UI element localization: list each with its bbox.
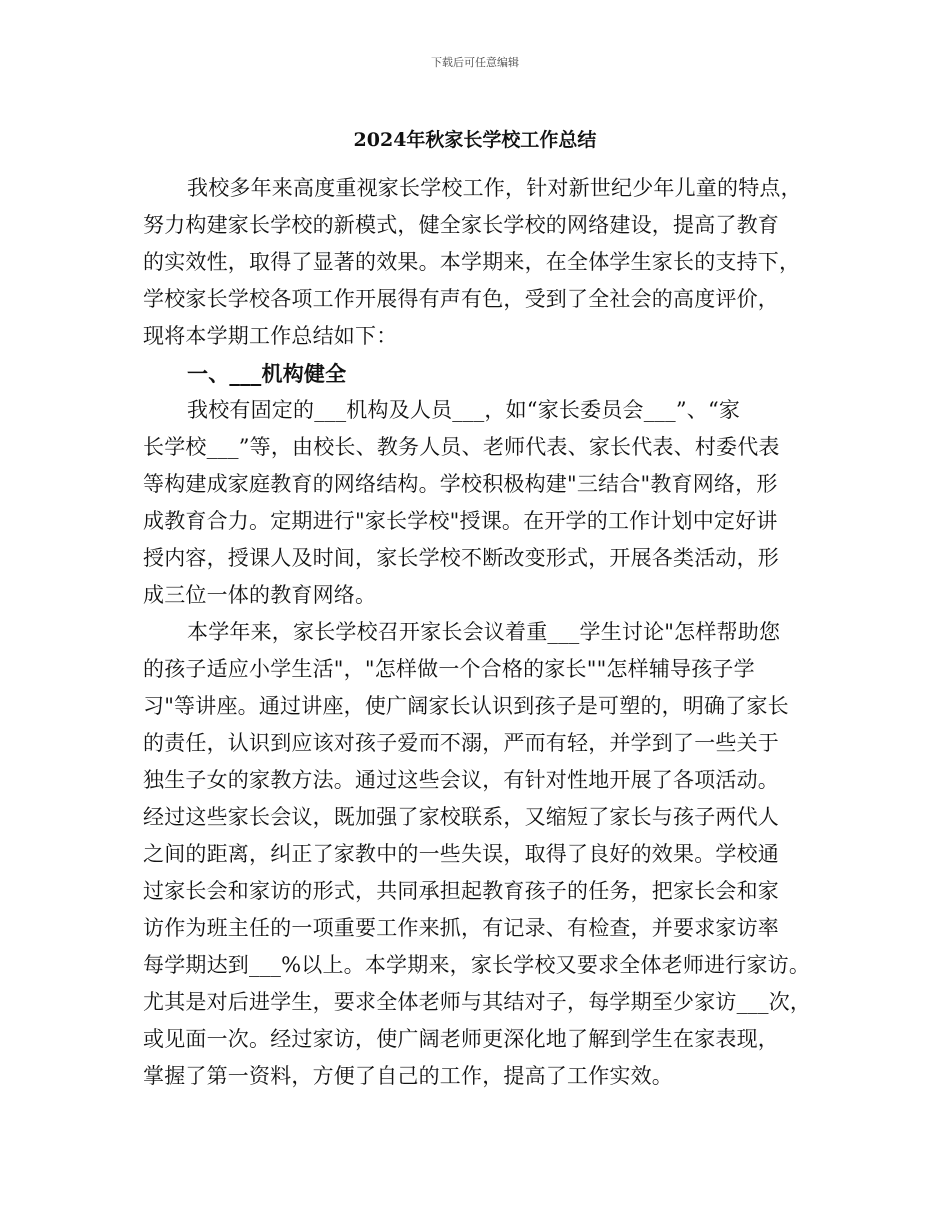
body-line: 掌握了第一资料，方便了自己的工作，提高了工作实效。: [143, 1064, 673, 1088]
body-line: 学校家长学校各项工作开展得有声有色，受到了全社会的高度评价，: [143, 287, 779, 311]
body-line: 现将本学期工作总结如下：: [143, 324, 398, 348]
body-line: 成三位一体的教育网络。: [143, 583, 377, 607]
page-header-note: 下载后可任意编辑: [431, 56, 519, 69]
body-line: 授内容，授课人及时间，家长学校不断改变形式，开展各类活动，形: [143, 546, 779, 570]
body-line: 或见面一次。经过家访，使广阔老师更深化地了解到学生在家表现，: [143, 1027, 779, 1051]
body-line: 的孩子适应小学生活"，"怎样做一个合格的家长""怎样辅导孩子学: [143, 657, 755, 681]
body-line: 的责任，认识到应该对孩子爱而不溺，严而有轻，并学到了一些关于: [143, 731, 779, 755]
body-line: 成教育合力。定期进行"家长学校"授课。在开学的工作计划中定好讲: [143, 509, 778, 533]
document-title: 2024年秋家长学校工作总结: [353, 129, 597, 151]
body-line: 访作为班主任的一项重要工作来抓，有记录、有检查，并要求家访率: [143, 916, 779, 940]
section-heading: 一、___机构健全: [187, 361, 347, 386]
body-line: 之间的距离，纠正了家教中的一些失误，取得了良好的效果。学校通: [143, 842, 779, 866]
document-body: [143, 170, 823, 1095]
body-line: 每学期达到___%以上。本学期来，家长学校又要求全体老师进行家访。: [143, 953, 811, 977]
body-line: 我校多年来高度重视家长学校工作，针对新世纪少年儿童的特点，: [187, 176, 802, 200]
body-line: 的实效性，取得了显著的效果。本学期来，在全体学生家长的支持下，: [143, 250, 801, 274]
body-line: 尤其是对后进学生，要求全体老师与其结对子，每学期至少家访___次，: [143, 990, 812, 1014]
body-line: 长学校___”等，由校长、教务人员、老师代表、家长代表、村委代表: [143, 435, 780, 459]
body-line: 习"等讲座。通过讲座，使广阔家长认识到孩子是可塑的，明确了家长: [143, 694, 789, 718]
body-line: 独生子女的家教方法。通过这些会议，有针对性地开展了各项活动。: [143, 768, 779, 792]
body-line: 过家长会和家访的形式，共同承担起教育孩子的任务，把家长会和家: [143, 879, 779, 903]
body-line: 我校有固定的___机构及人员___，如“家长委员会___”、“家: [187, 398, 741, 422]
body-line: 经过这些家长会议，既加强了家校联系，又缩短了家长与孩子两代人: [143, 805, 779, 829]
body-line: 本学年来，家长学校召开家长会议着重___学生讨论"怎样帮助您: [187, 620, 781, 644]
body-line: 等构建成家庭教育的网络结构。学校积极构建"三结合"教育网络，形: [143, 472, 778, 496]
body-line: 努力构建家长学校的新模式，健全家长学校的网络建设，提高了教育: [143, 213, 779, 237]
